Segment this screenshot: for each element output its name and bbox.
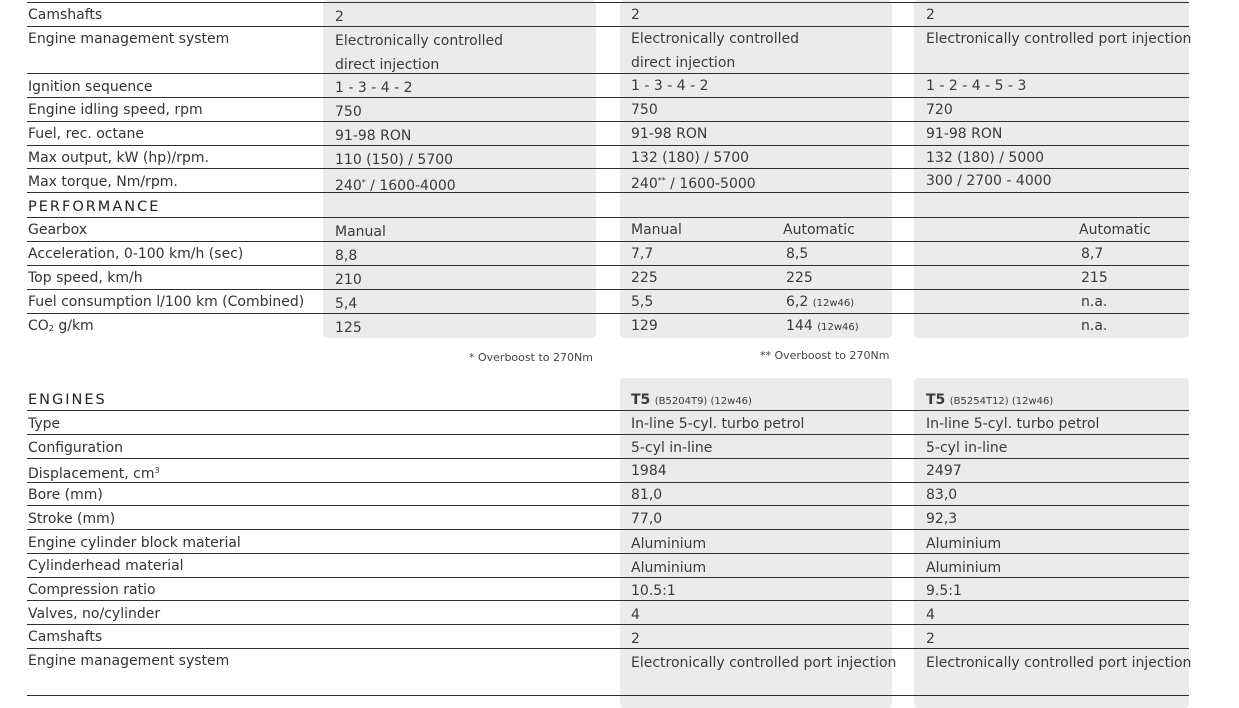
displacement-label-sup: 3 [154, 466, 160, 475]
co2-label-sub: 2 [48, 324, 54, 333]
row-label-configuration: Configuration [28, 440, 123, 456]
row-label-top-speed: Top speed, km/h [28, 270, 143, 286]
consumption-col2a: 5,5 [631, 294, 654, 310]
fuel-col3: 91-98 RON [926, 126, 1003, 142]
type-col2: In-line 5-cyl. turbo petrol [631, 416, 805, 432]
torque-col1-value: 240 [335, 178, 362, 194]
rule [27, 313, 1189, 314]
rule [27, 482, 1189, 483]
camshafts-col2: 2 [631, 7, 640, 23]
section-title-engines: ENGINES [28, 392, 107, 408]
engine-management-col1-line1: Electronically controlled [335, 33, 504, 49]
row-label-stroke: Stroke (mm) [28, 511, 116, 527]
row-label-ignition: Ignition sequence [28, 79, 153, 95]
row-label-displacement [28, 463, 160, 482]
ignition-col2: 1 - 3 - 4 - 2 [631, 78, 709, 94]
consumption-col2b-value: 6,2 [786, 294, 809, 310]
camshafts-col3: 2 [926, 7, 935, 23]
block-material-col2: Aluminium [631, 536, 707, 552]
rule [27, 410, 1189, 411]
row-label-bore: Bore (mm) [28, 487, 103, 503]
camshafts-engines-col3: 2 [926, 631, 935, 647]
stroke-col3: 92,3 [926, 511, 958, 527]
output-col1: 110 (150) / 5700 [335, 152, 454, 168]
idle-col1: 750 [335, 104, 362, 120]
bore-col2: 81,0 [631, 487, 663, 503]
top-col2-bg [620, 0, 892, 338]
rule [27, 217, 1189, 218]
rule [27, 529, 1189, 530]
co2-col2b [786, 318, 859, 336]
row-label-engine-management: Engine management system [28, 31, 230, 47]
top-col3-bg [914, 0, 1192, 338]
co2-label-unit: g/km [53, 318, 94, 334]
engine-col2-code: (B5204T9) (12w46) [654, 396, 752, 407]
stroke-col2: 77,0 [631, 511, 663, 527]
camshafts-engines-col2: 2 [631, 631, 640, 647]
rule [27, 505, 1189, 506]
rule [27, 97, 1189, 98]
co2-label-text: CO [28, 318, 49, 334]
rule [27, 73, 1189, 74]
row-label-valves: Valves, no/cylinder [28, 606, 161, 622]
rule [27, 241, 1189, 242]
engine-management-col3: Electronically controlled port injection [926, 31, 1192, 47]
rule [27, 553, 1189, 554]
row-label-output: Max output, kW (hp)/rpm. [28, 150, 210, 166]
block-material-col3: Aluminium [926, 536, 1002, 552]
engine-header-col3 [926, 392, 1053, 410]
row-label-torque: Max torque, Nm/rpm. [28, 174, 178, 190]
output-col3: 132 (180) / 5000 [926, 150, 1045, 166]
acceleration-col1: 8,8 [335, 248, 358, 264]
rule [27, 695, 1189, 696]
row-label-acceleration: Acceleration, 0-100 km/h (sec) [28, 246, 244, 262]
compression-col3: 9.5:1 [926, 583, 962, 599]
top-speed-col3: 215 [1081, 270, 1108, 286]
rule [27, 600, 1189, 601]
torque-col1-mark: * [361, 178, 366, 187]
row-label-gearbox: Gearbox [28, 222, 88, 238]
head-material-col2: Aluminium [631, 560, 707, 576]
consumption-col1: 5,4 [335, 296, 358, 312]
rule [27, 26, 1189, 27]
rule [27, 265, 1189, 266]
head-material-col3: Aluminium [926, 560, 1002, 576]
top-speed-col2a: 225 [631, 270, 658, 286]
row-label-co2 [28, 318, 94, 337]
engine-management-col2-line1: Electronically controlled [631, 31, 800, 47]
gearbox-col3: Automatic [1079, 222, 1151, 238]
row-label-fuel-consumption: Fuel consumption l/100 km (Combined) [28, 294, 305, 310]
top-col1-bg [323, 0, 596, 338]
rule [27, 168, 1189, 169]
footnote-2: ** Overboost to 270Nm [760, 349, 890, 362]
torque-col3: 300 / 2700 - 4000 [926, 173, 1052, 189]
gearbox-col1: Manual [335, 224, 386, 240]
co2-col3: n.a. [1081, 318, 1108, 334]
configuration-col3: 5-cyl in-line [926, 440, 1008, 456]
row-label-idle: Engine idling speed, rpm [28, 102, 203, 118]
row-label-camshafts: Camshafts [28, 7, 103, 23]
gearbox-col2a: Manual [631, 222, 682, 238]
footnote-1: * Overboost to 270Nm [469, 351, 593, 364]
acceleration-col2a: 7,7 [631, 246, 654, 262]
engine-col3-model: T5 [926, 392, 946, 408]
co2-col2a: 129 [631, 318, 658, 334]
torque-col2-value: 240 [631, 176, 658, 192]
rule [27, 121, 1189, 122]
camshafts-col1: 2 [335, 9, 344, 25]
rule [27, 458, 1189, 459]
torque-col1 [335, 175, 456, 194]
compression-col2: 10.5:1 [631, 583, 676, 599]
mgmt-engines-col3: Electronically controlled port injection [926, 655, 1192, 671]
fuel-col2: 91-98 RON [631, 126, 708, 142]
rule [27, 289, 1189, 290]
engine-col3-code: (B5254T12) (12w46) [949, 396, 1054, 407]
acceleration-col2b: 8,5 [786, 246, 809, 262]
torque-col2-rpm: / 1600-5000 [665, 176, 756, 192]
idle-col2: 750 [631, 102, 658, 118]
valves-col2: 4 [631, 607, 640, 623]
valves-col3: 4 [926, 607, 935, 623]
row-label-camshafts-engines: Camshafts [28, 629, 103, 645]
co2-col1: 125 [335, 320, 362, 336]
rule [27, 648, 1189, 649]
type-col3: In-line 5-cyl. turbo petrol [926, 416, 1100, 432]
consumption-col3: n.a. [1081, 294, 1108, 310]
co2-col2b-value: 144 [786, 318, 813, 334]
displacement-label-text: Displacement, cm [28, 466, 155, 482]
engine-col2-model: T5 [631, 392, 651, 408]
engine-management-col1-line2: direct injection [335, 57, 440, 73]
ignition-col3: 1 - 2 - 4 - 5 - 3 [926, 78, 1027, 94]
engine-management-col2-line2: direct injection [631, 55, 736, 71]
output-col2: 132 (180) / 5700 [631, 150, 750, 166]
rule [27, 434, 1189, 435]
fuel-col1: 91-98 RON [335, 128, 412, 144]
torque-col1-rpm: / 1600-4000 [365, 178, 456, 194]
row-label-head-material: Cylinderhead material [28, 558, 184, 574]
rule [27, 145, 1189, 146]
engine-header-col2 [631, 392, 752, 410]
section-title-performance: PERFORMANCE [28, 199, 161, 215]
co2-col2b-note: (12w46) [817, 322, 859, 333]
rule [27, 577, 1189, 578]
top-speed-col2b: 225 [786, 270, 813, 286]
torque-col2 [631, 173, 756, 192]
bore-col3: 83,0 [926, 487, 958, 503]
acceleration-col3: 8,7 [1081, 246, 1104, 262]
torque-col2-mark: ** [657, 176, 666, 185]
gearbox-col2b: Automatic [783, 222, 855, 238]
displacement-col3: 2497 [926, 463, 962, 479]
mgmt-engines-col2: Electronically controlled port injection [631, 655, 897, 671]
top-speed-col1: 210 [335, 272, 362, 288]
rule [27, 624, 1189, 625]
row-label-block-material: Engine cylinder block material [28, 535, 241, 551]
row-label-mgmt-engines: Engine management system [28, 653, 230, 669]
ignition-col1: 1 - 3 - 4 - 2 [335, 80, 413, 96]
consumption-col2b-note: (12w46) [812, 298, 855, 309]
consumption-col2b [786, 294, 854, 312]
displacement-col2: 1984 [631, 463, 667, 479]
rule [27, 192, 1189, 193]
row-label-fuel: Fuel, rec. octane [28, 126, 145, 142]
configuration-col2: 5-cyl in-line [631, 440, 713, 456]
row-label-compression: Compression ratio [28, 582, 156, 598]
idle-col3: 720 [926, 102, 953, 118]
row-label-type: Type [28, 416, 61, 432]
rule [27, 2, 1189, 3]
